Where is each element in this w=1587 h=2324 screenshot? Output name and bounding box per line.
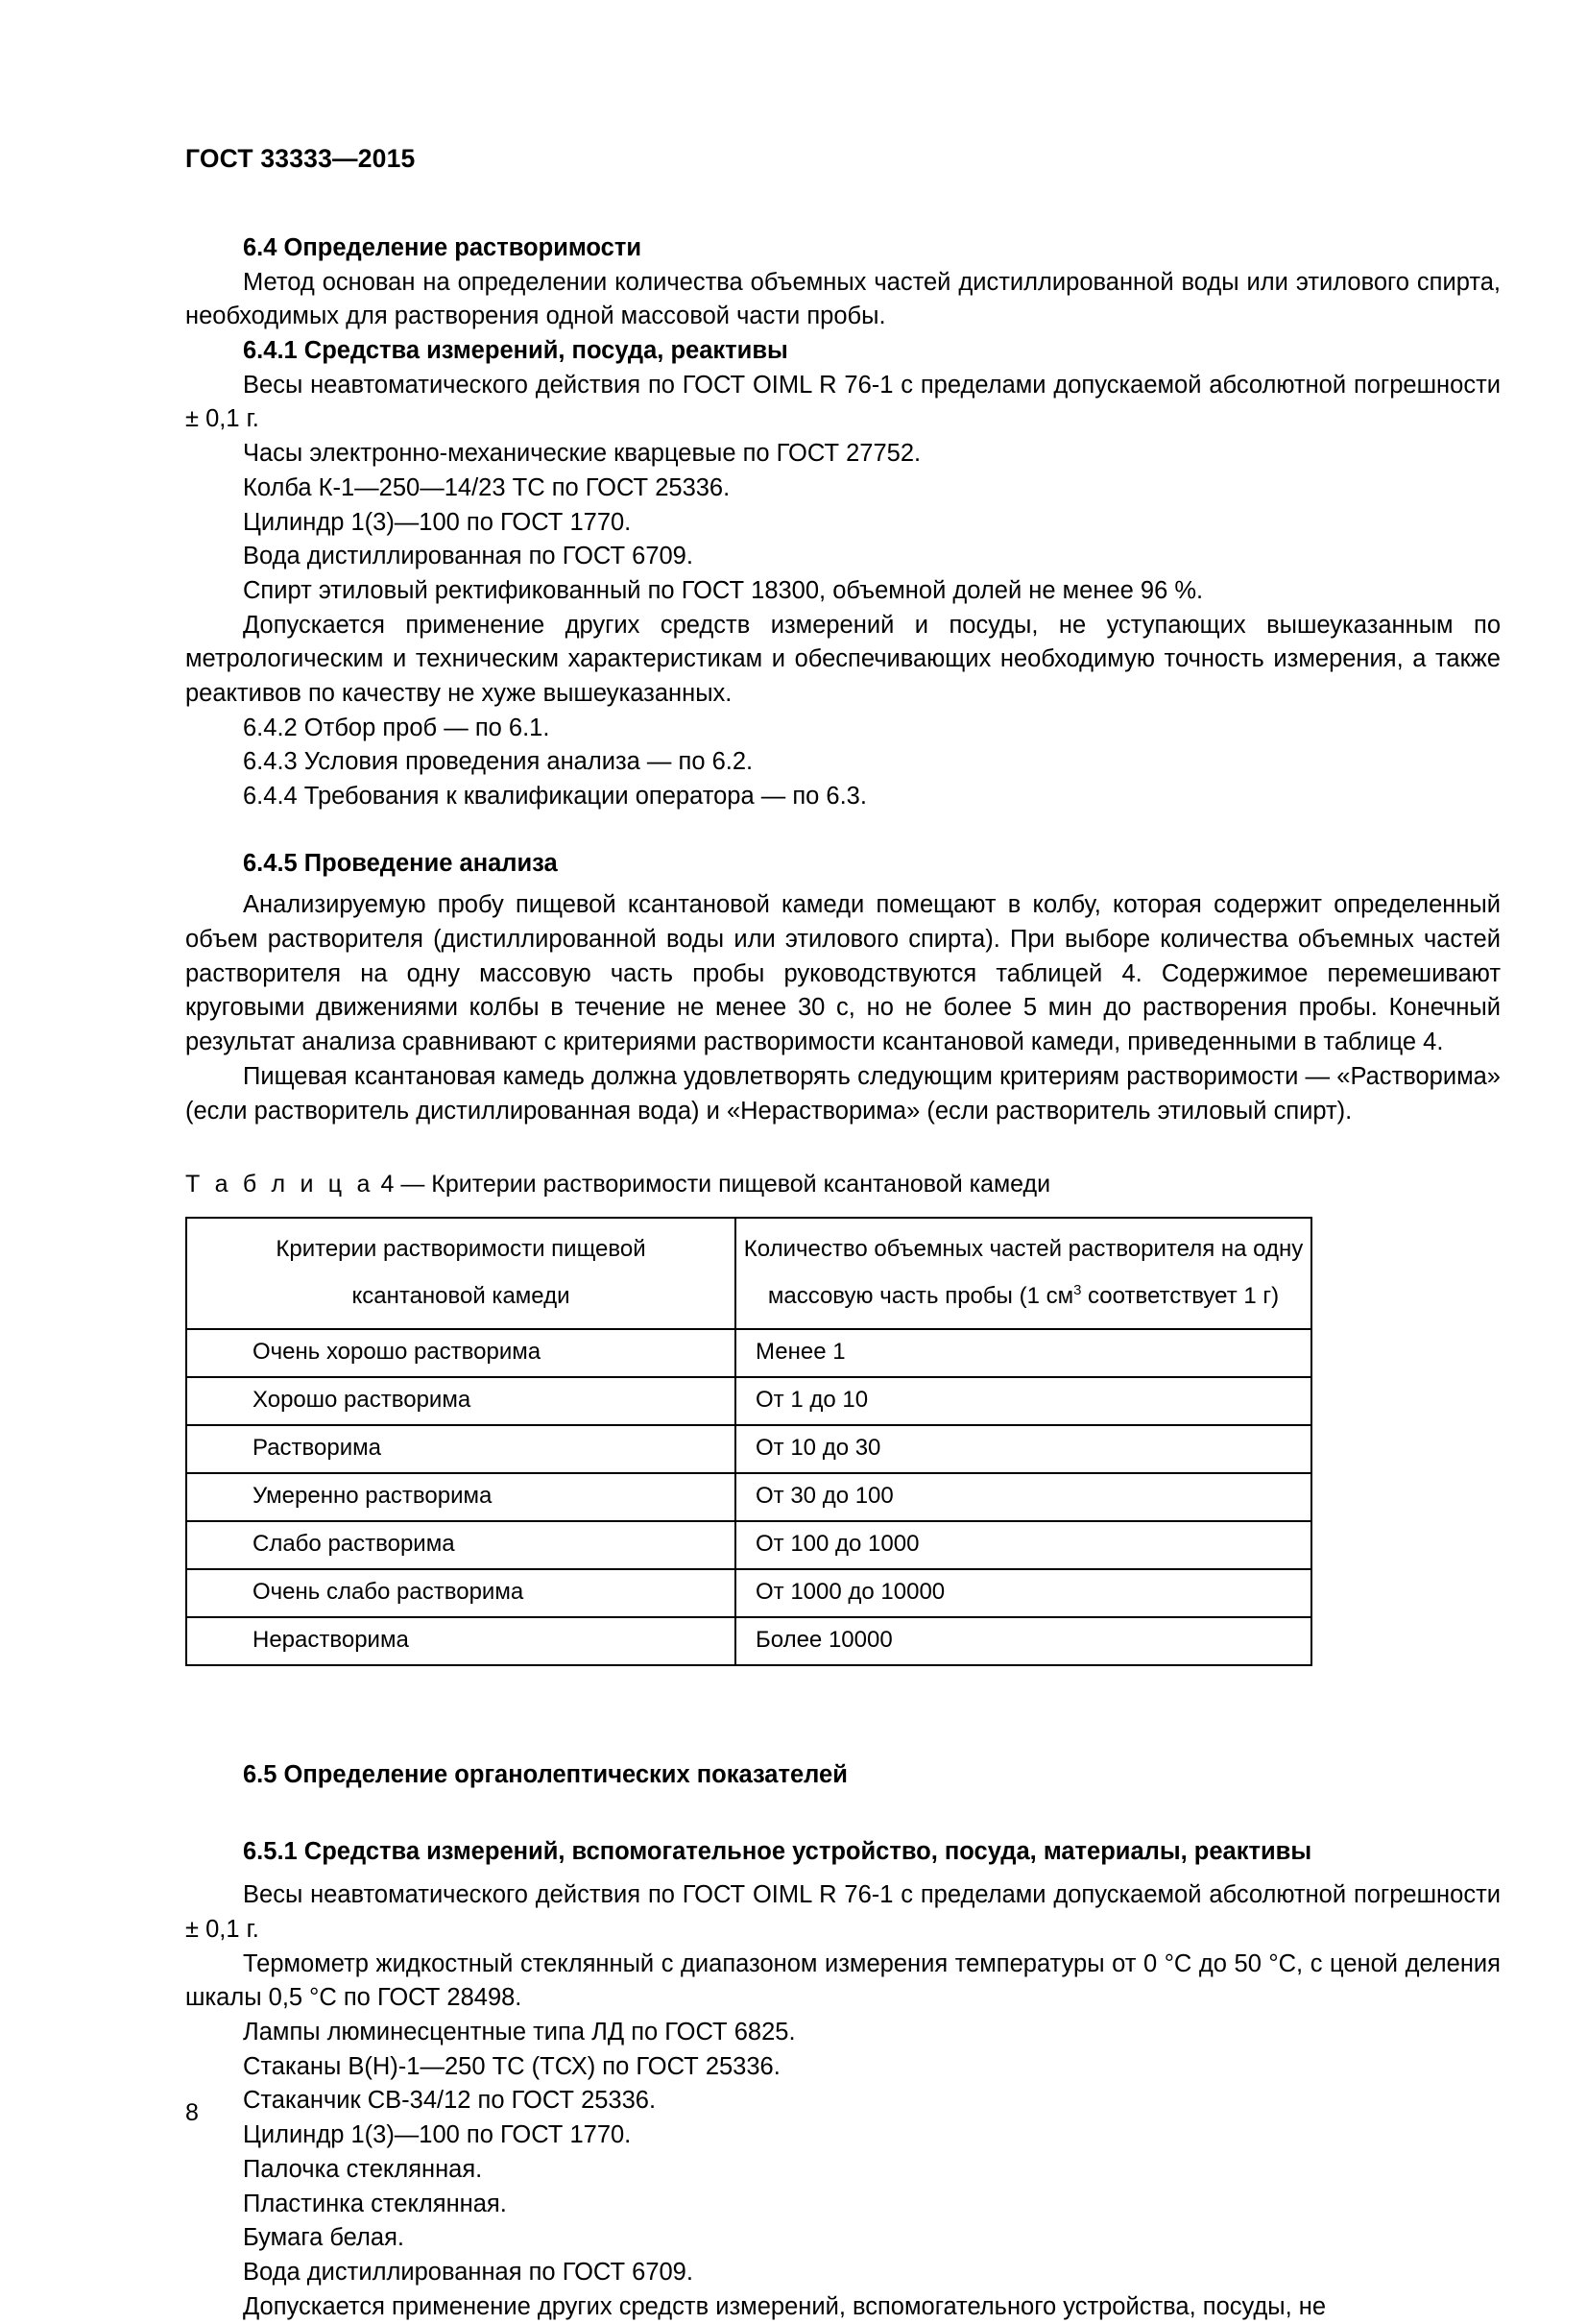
spacer-6-5 — [185, 1793, 1501, 1835]
clause-6-4-2: 6.4.2 Отбор проб — по 6.1. — [243, 714, 550, 741]
clause-6-4-4: 6.4.4 Требования к квалификации оператора — по 6.3. — [243, 783, 867, 810]
table-header-amount-superscript: 3 — [1073, 1282, 1082, 1298]
equipment-item-water-65: Вода дистиллированная по ГОСТ 6709. — [243, 2258, 693, 2286]
table-header-criterion — [186, 1218, 735, 1329]
table-header-amount-line2-a: массовую часть пробы (1 см — [767, 1282, 1074, 1309]
equipment-item-flask: Колба К-1—250—14/23 ТС по ГОСТ 25336. — [243, 473, 731, 501]
paragraph-6-4-1-allowance: Допускается применение других средств измерений и посуды, не уступающих вышеуказанным по метрологическим и техническим характеристикам и обеспечивающих необходимую точность измерения, а также реактивов по качеству не хуже вышеуказанных. — [185, 611, 1501, 707]
cell-criterion: Растворима — [186, 1425, 735, 1473]
cell-amount: Менее 1 — [735, 1329, 1311, 1377]
page-number: 8 — [185, 2099, 199, 2126]
cell-criterion: Нерастворима — [186, 1617, 735, 1665]
table-row — [186, 1569, 1311, 1617]
equipment-item-scales-65: Весы неавтоматического действия по ГОСТ OIML R 76-1 с пределами допускаемой абсолютной погрешности ± 0,1 г. — [185, 1881, 1501, 1943]
cell-criterion: Слабо растворима — [186, 1521, 735, 1569]
table-header-row — [186, 1218, 1311, 1329]
table-row — [186, 1425, 1311, 1473]
table-header-amount-line2 — [740, 1272, 1307, 1319]
equipment-item-white-paper: Бумага белая. — [243, 2224, 404, 2252]
cell-criterion: Хорошо растворима — [186, 1377, 735, 1425]
table-header-amount-line2-b: соответствует 1 г) — [1081, 1282, 1280, 1309]
spacer-6-5-1 — [185, 1869, 1501, 1878]
equipment-item-scales: Весы неавтоматического действия по ГОСТ OIML R 76-1 с пределами допускаемой абсолютной погрешности ± 0,1 г. — [185, 371, 1501, 433]
table-body — [186, 1329, 1311, 1665]
heading-6-4-1: 6.4.1 Средства измерений, посуда, реактивы — [243, 337, 788, 365]
table-header-criterion-line2: ксантановой камеди — [351, 1282, 570, 1309]
table-solubility-criteria — [185, 1217, 1312, 1666]
heading-6-4: 6.4 Определение растворимости — [243, 234, 641, 261]
equipment-item-water: Вода дистиллированная по ГОСТ 6709. — [243, 543, 693, 570]
table-header-amount-line1: Количество объемных частей растворителя на одну — [743, 1235, 1304, 1262]
clause-6-4-3: 6.4.3 Условия проведения анализа — по 6.2. — [243, 748, 754, 776]
equipment-item-lamps: Лампы люминесцентные типа ЛД по ГОСТ 6825. — [243, 2019, 796, 2046]
table-caption-number: 4 — [380, 1171, 395, 1198]
equipment-item-beakers: Стаканы В(Н)-1—250 ТС (ТСХ) по ГОСТ 25336. — [243, 2052, 781, 2080]
table-row — [186, 1617, 1311, 1665]
equipment-item-glass-plate: Пластинка стеклянная. — [243, 2190, 507, 2217]
cell-criterion: Умеренно растворима — [186, 1473, 735, 1521]
paragraph-6-4-5-analysis-2: Пищевая ксантановая камедь должна удовлетворять следующим критериям растворимости — «Растворима» (если растворитель дистиллированная вода) и «Нерастворима» (если растворитель этиловый спирт). — [185, 1062, 1501, 1125]
equipment-item-clock: Часы электронно-механические кварцевые по ГОСТ 27752. — [243, 440, 922, 468]
standard-header: ГОСТ 33333—2015 — [185, 144, 416, 173]
equipment-item-ethanol: Спирт этиловый ректификованный по ГОСТ 18300, объемной долей не менее 96 %. — [243, 576, 1204, 604]
heading-6-5: 6.5 Определение органолептических показателей — [243, 1760, 848, 1788]
table-row — [186, 1473, 1311, 1521]
table-caption-text: — Критерии растворимости пищевой ксантановой камеди — [400, 1171, 1051, 1198]
table-header-criterion-line1: Критерии растворимости пищевой — [276, 1235, 646, 1262]
equipment-item-cylinder-65: Цилиндр 1(3)—100 по ГОСТ 1770. — [243, 2121, 632, 2149]
equipment-item-thermometer: Термометр жидкостный стеклянный с диапазоном измерения температуры от 0 °С до 50 °С, с ценой деления шкалы 0,5 °С по ГОСТ 28498. — [185, 1949, 1501, 2012]
paragraph-6-4-intro: Метод основан на определении количества объемных частей дистиллированной воды или этилового спирта, необходимых для растворения одной массовой части пробы. — [185, 268, 1501, 330]
paragraph-6-5-1-trailing: Допускается применение других средств измерений, вспомогательного устройства, посуды, не — [243, 2292, 1327, 2320]
table-caption-prefix: Т а б л и ц а — [185, 1171, 374, 1198]
cell-amount: От 10 до 30 — [735, 1425, 1311, 1473]
cell-amount: Более 10000 — [735, 1617, 1311, 1665]
table-row — [186, 1521, 1311, 1569]
cell-criterion: Очень хорошо растворима — [186, 1329, 735, 1377]
spacer-after-table — [185, 1666, 1501, 1758]
page-content — [185, 144, 1501, 2324]
cell-amount: От 30 до 100 — [735, 1473, 1311, 1521]
table-row — [186, 1377, 1311, 1425]
paragraph-6-4-5-analysis-1: Анализируемую пробу пищевой ксантановой камеди помещают в колбу, которая содержит определенный объем растворителя (дистиллированной воды или этилового спирта). При выборе количества объемных частей растворителя на одну массовую часть пробы руководствуются таблицей 4. Содержимое перемешивают круговыми движениями колбы в течение не менее 30 с, но не более 5 мин до растворения пробы. Конечный результат анализа сравнивают с критериями растворимости ксантановой камеди, приведенными в таблице 4. — [185, 891, 1501, 1056]
cell-amount: От 1 до 10 — [735, 1377, 1311, 1425]
cell-amount: От 100 до 1000 — [735, 1521, 1311, 1569]
table-header-amount — [735, 1218, 1311, 1329]
cell-amount: От 1000 до 10000 — [735, 1569, 1311, 1617]
heading-6-4-5: 6.4.5 Проведение анализа — [243, 849, 558, 877]
table-row — [186, 1329, 1311, 1377]
equipment-item-glass-rod: Палочка стеклянная. — [243, 2155, 483, 2183]
cell-criterion: Очень слабо растворима — [186, 1569, 735, 1617]
equipment-item-cylinder: Цилиндр 1(3)—100 по ГОСТ 1770. — [243, 508, 632, 536]
equipment-item-small-beaker: Стаканчик СВ-34/12 по ГОСТ 25336. — [243, 2087, 657, 2115]
table-4-caption — [185, 1169, 1501, 1201]
heading-6-5-1: 6.5.1 Средства измерений, вспомогательное устройство, посуда, материалы, реактивы — [243, 1837, 1312, 1865]
table-head — [186, 1218, 1311, 1329]
